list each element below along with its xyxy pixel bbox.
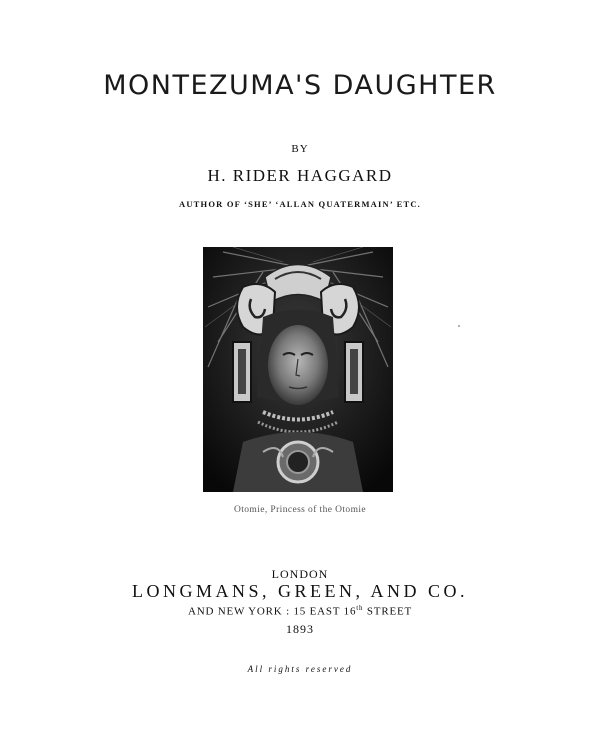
imprint-address	[0, 604, 600, 618]
imprint-city: LONDON	[271, 567, 329, 581]
imprint-year: 1893	[286, 622, 314, 636]
address-ordinal: th	[356, 604, 364, 612]
address-suffix: STREET	[363, 605, 413, 618]
portrait-headdress-icon	[203, 247, 393, 492]
rights-notice: All rights reserved	[247, 664, 353, 674]
paper-speck	[458, 325, 460, 327]
imprint-publisher: LONGMANS, GREEN, AND CO.	[131, 581, 468, 601]
byline: BY	[291, 143, 309, 155]
author-name: H. RIDER HAGGARD	[207, 166, 393, 185]
frontispiece-illustration	[203, 247, 393, 492]
frontispiece-caption: Otomie, Princess of the Otomie	[233, 505, 367, 515]
book-title: MONTEZUMA'S DAUGHTER	[103, 70, 497, 101]
address-prefix: AND NEW YORK : 15 EAST 16	[187, 605, 357, 618]
author-credits: AUTHOR OF ‘SHE’ ‘ALLAN QUATERMAIN’ ETC.	[179, 199, 421, 209]
